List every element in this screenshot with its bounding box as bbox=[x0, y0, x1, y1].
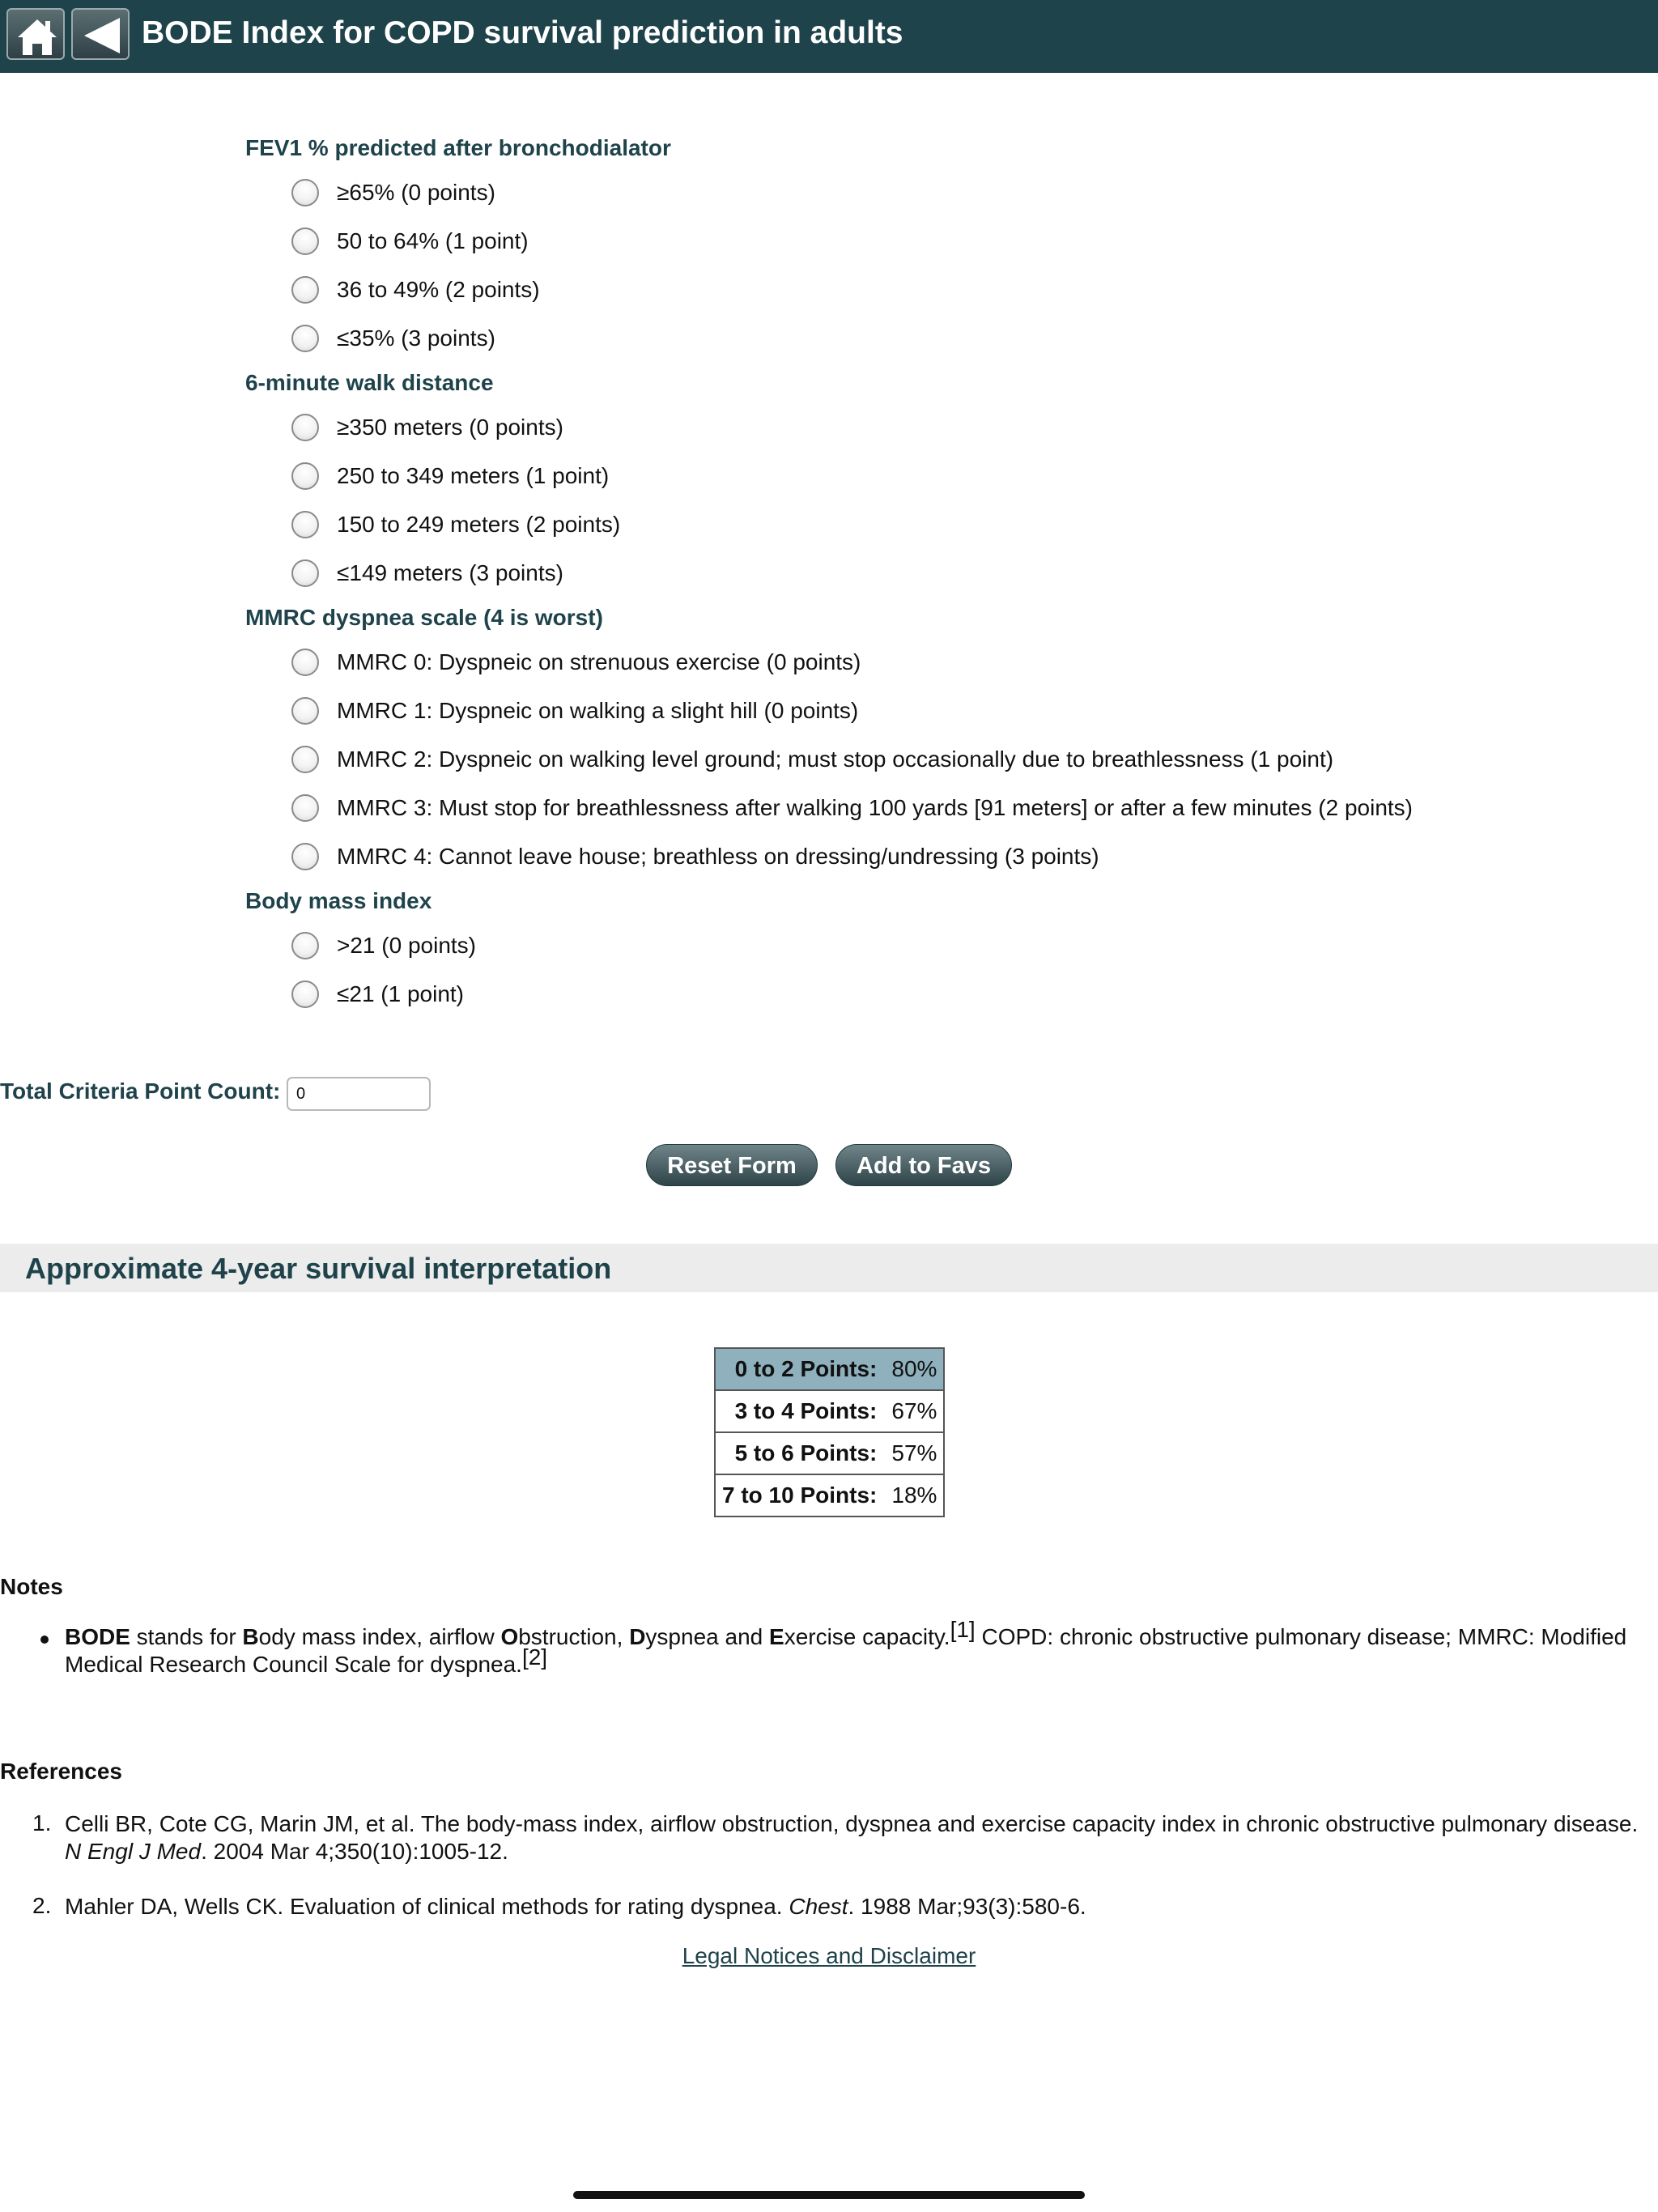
interpretation-title: Approximate 4-year survival interpretation bbox=[25, 1252, 612, 1285]
note-fragment: xercise capacity. bbox=[784, 1624, 950, 1649]
reference-details: . 2004 Mar 4;350(10):1005-12. bbox=[201, 1839, 508, 1864]
add-to-favs-button[interactable]: Add to Favs bbox=[835, 1144, 1012, 1186]
reference-number: 1. bbox=[32, 1810, 52, 1836]
option-label: ≥350 meters (0 points) bbox=[337, 415, 563, 440]
radio-button[interactable] bbox=[291, 179, 319, 206]
legal-footer bbox=[0, 1943, 1658, 1969]
radio-button[interactable] bbox=[291, 746, 319, 773]
back-button[interactable] bbox=[71, 8, 130, 60]
points-range: 0 to 2 Points: bbox=[715, 1348, 885, 1390]
note-initial: E bbox=[769, 1624, 784, 1649]
radio-button[interactable] bbox=[291, 697, 319, 725]
home-indicator[interactable] bbox=[573, 2191, 1085, 2199]
radio-button[interactable] bbox=[291, 228, 319, 255]
survival-percent: 80% bbox=[885, 1348, 944, 1390]
bode-term: BODE bbox=[65, 1624, 130, 1649]
option-label: ≤149 meters (3 points) bbox=[337, 560, 563, 585]
survival-percent: 18% bbox=[885, 1474, 944, 1516]
home-button[interactable] bbox=[6, 8, 65, 60]
survival-percent: 57% bbox=[885, 1432, 944, 1474]
points-range: 5 to 6 Points: bbox=[715, 1432, 885, 1474]
bullet-icon bbox=[40, 1636, 49, 1644]
citation-link-1[interactable]: [1] bbox=[950, 1617, 976, 1642]
mmrc-heading: MMRC dyspnea scale (4 is worst) bbox=[245, 605, 603, 630]
reference-journal: Chest bbox=[789, 1894, 848, 1919]
total-points-input[interactable] bbox=[287, 1077, 431, 1111]
radio-button[interactable] bbox=[291, 981, 319, 1008]
option-label: 50 to 64% (1 point) bbox=[337, 228, 529, 253]
option-label: 150 to 249 meters (2 points) bbox=[337, 512, 621, 537]
reset-form-button[interactable]: Reset Form bbox=[646, 1144, 818, 1186]
option-label: MMRC 4: Cannot leave house; breathless on dressing/undressing (3 points) bbox=[337, 844, 1099, 869]
radio-button[interactable] bbox=[291, 932, 319, 959]
radio-button[interactable] bbox=[291, 462, 319, 490]
note-initial: D bbox=[629, 1624, 646, 1649]
table-row bbox=[715, 1348, 944, 1390]
option-label: MMRC 1: Dyspneic on walking a slight hill (0 points) bbox=[337, 698, 859, 723]
note-fragment: stands for bbox=[130, 1624, 243, 1649]
radio-button[interactable] bbox=[291, 794, 319, 822]
fev1-heading: FEV1 % predicted after bronchodialator bbox=[245, 135, 671, 160]
table-row bbox=[715, 1390, 944, 1432]
note-fragment: ody mass index, airflow bbox=[258, 1624, 501, 1649]
table-row bbox=[715, 1474, 944, 1516]
back-arrow-icon bbox=[73, 10, 131, 62]
home-icon bbox=[8, 10, 66, 62]
references-heading: References bbox=[0, 1759, 122, 1784]
points-range: 3 to 4 Points: bbox=[715, 1390, 885, 1432]
radio-button[interactable] bbox=[291, 559, 319, 587]
survival-percent: 67% bbox=[885, 1390, 944, 1432]
interpretation-section-bar bbox=[0, 1244, 1658, 1292]
legal-notices-link[interactable]: Legal Notices and Disclaimer bbox=[682, 1943, 976, 1968]
radio-button[interactable] bbox=[291, 414, 319, 441]
total-points-label: Total Criteria Point Count: bbox=[0, 1078, 281, 1104]
reference-journal: N Engl J Med bbox=[65, 1839, 202, 1864]
option-label: MMRC 3: Must stop for breathlessness after walking 100 yards [91 meters] or after a few minutes (2 points) bbox=[337, 795, 1413, 820]
reference-item bbox=[65, 1810, 1652, 1865]
option-label: ≤35% (3 points) bbox=[337, 325, 495, 351]
radio-button[interactable] bbox=[291, 276, 319, 304]
radio-button[interactable] bbox=[291, 325, 319, 352]
option-label: MMRC 2: Dyspneic on walking level ground; must stop occasionally due to breathlessness (1 point) bbox=[337, 747, 1334, 772]
bmi-heading: Body mass index bbox=[245, 888, 432, 913]
note-fragment: bstruction, bbox=[518, 1624, 630, 1649]
option-label: ≥65% (0 points) bbox=[337, 180, 495, 205]
note-initial: B bbox=[242, 1624, 259, 1649]
page-title: BODE Index for COPD survival prediction in adults bbox=[142, 15, 903, 50]
radio-button[interactable] bbox=[291, 649, 319, 676]
option-label: 36 to 49% (2 points) bbox=[337, 277, 540, 302]
note-fragment: yspnea and bbox=[645, 1624, 769, 1649]
reference-text: Celli BR, Cote CG, Marin JM, et al. The body-mass index, airflow obstruction, dyspnea and exercise capacity index in chronic obstructive pulmonary disease. bbox=[65, 1811, 1639, 1836]
option-label: >21 (0 points) bbox=[337, 933, 476, 958]
option-label: 250 to 349 meters (1 point) bbox=[337, 463, 610, 488]
notes-heading: Notes bbox=[0, 1574, 63, 1599]
notes-text bbox=[65, 1617, 1635, 1678]
option-label: MMRC 0: Dyspneic on strenuous exercise (0 points) bbox=[337, 649, 861, 674]
points-range: 7 to 10 Points: bbox=[715, 1474, 885, 1516]
option-label: ≤21 (1 point) bbox=[337, 981, 465, 1006]
table-row bbox=[715, 1432, 944, 1474]
reference-text: Mahler DA, Wells CK. Evaluation of clinical methods for rating dyspnea. bbox=[65, 1894, 789, 1919]
radio-button[interactable] bbox=[291, 511, 319, 538]
note-initial: O bbox=[500, 1624, 519, 1649]
reference-details: . 1988 Mar;93(3):580-6. bbox=[848, 1894, 1086, 1919]
citation-link-2[interactable]: [2] bbox=[521, 1644, 548, 1670]
top-bar bbox=[0, 0, 1658, 73]
reference-item bbox=[65, 1893, 1652, 1921]
note-fragment: COPD: chronic obstructive pulmonary disease; MMRC: Modified Medical Research Council Scale for dyspnea. bbox=[65, 1624, 1627, 1677]
reference-number: 2. bbox=[32, 1893, 52, 1918]
radio-button[interactable] bbox=[291, 843, 319, 870]
survival-table bbox=[714, 1347, 945, 1517]
walk-distance-heading: 6-minute walk distance bbox=[245, 370, 494, 395]
